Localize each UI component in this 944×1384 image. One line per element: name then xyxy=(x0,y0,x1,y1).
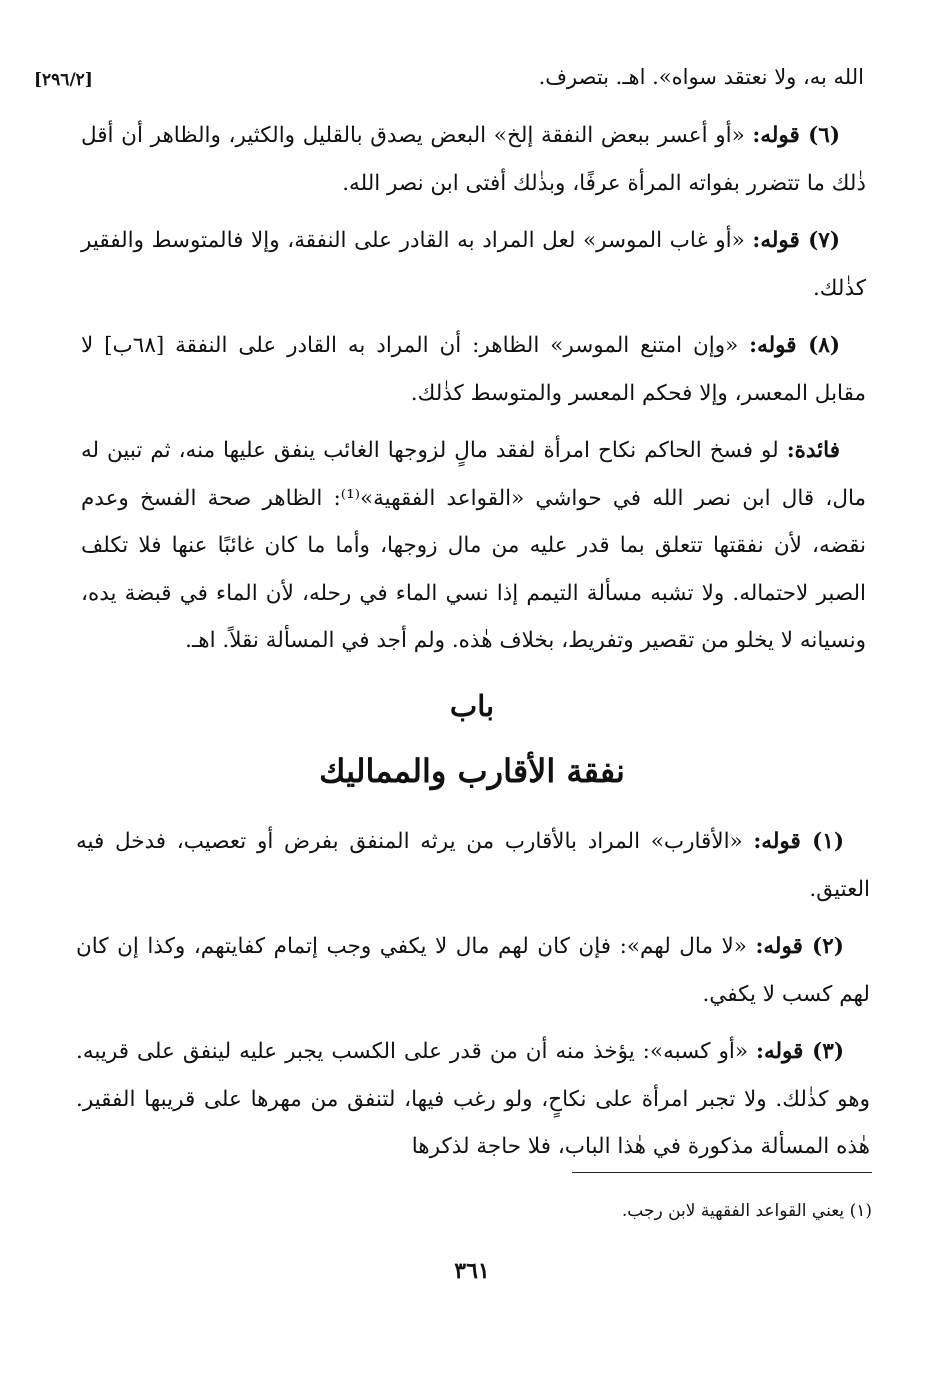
note-label: (٣) قوله: xyxy=(756,1039,844,1064)
footnote-marker: (١) xyxy=(849,1201,872,1221)
note-text: «لا مال لهم»: فإن كان لهم مال لا يكفي وجب إتمام كفايتهم، وكذا إن كان لهم كسب لا يكفي. xyxy=(76,934,870,1007)
note-label: (٧) قوله: xyxy=(752,228,840,253)
commentary-block-2 xyxy=(76,818,870,1177)
note-label: (١) قوله: xyxy=(753,829,845,854)
chapter-heading xyxy=(0,682,944,800)
footnote-divider xyxy=(572,1172,872,1173)
paragraph-note-2 xyxy=(76,923,870,1018)
note-text: «أو كسبه»: يؤخذ منه أن من قدر على الكسب يجبر عليه لينفق على قريبه. وهو كذٰلك. ولا تجبر امرأة على نكاحٍ، ولو رغب فيها، لتنفق من مهرها على قريبها الفقير. هٰذه المسألة مذكورة في هٰذا الباب، فلا حاجة لذكرها xyxy=(76,1039,870,1159)
footnote-text: يعني القواعد الفقهية لابن رجب. xyxy=(621,1201,845,1221)
note-text: «الأقارب» المراد بالأقارب من يرثه المنفق بفرض أو تعصيب، فدخل فيه العتيق. xyxy=(76,829,870,902)
continuation-line: الله به، ولا نعتقد سواه». اهـ. بتصرف. xyxy=(538,65,864,89)
footnote xyxy=(272,1196,872,1226)
note-label: فائدة: xyxy=(786,438,840,463)
note-label: (٢) قوله: xyxy=(755,934,844,959)
note-text: لو فسخ الحاكم نكاح امرأة لفقد مالٍ لزوجها الغائب ينفق عليها منه، ثم تبين له مال، قال ابن نصر الله في حواشي «القواعد الفقهية»⁽¹⁾: الظاهر صحة الفسخ وعدم نقضه، لأن نفقتها تتعلق بما قدر عليه من مال زوجها، وأما ما كان غائبًا عنها فلا تكلف الصبر لاحتماله. ولا تشبه مسألة التيمم إذا نسي الماء في رحله، لأن الماء في قبضة يده، ونسيانه لا يخلو من تقصير وتفريط، بخلاف هٰذه. ولم أجد في المسألة نقلاً. اهـ. xyxy=(81,438,867,653)
note-label: (٨) قوله: xyxy=(749,333,840,358)
paragraph-note-7 xyxy=(81,217,866,312)
note-text: «أو غاب الموسر» لعل المراد به القادر على النفقة، وإلا فالمتوسط والفقير كذٰلك. xyxy=(81,228,866,301)
paragraph-note-1 xyxy=(76,818,870,913)
commentary-block-1 xyxy=(81,112,866,671)
note-label: (٦) قوله: xyxy=(752,123,841,148)
paragraph-benefit xyxy=(81,427,866,665)
page-number: ٣٦١ xyxy=(454,1258,490,1284)
paragraph-note-8 xyxy=(81,322,866,417)
paragraph-note-6 xyxy=(81,112,866,207)
chapter-label: باب xyxy=(449,689,495,723)
note-text: «وإن امتنع الموسر» الظاهر: أن المراد به القادر على النفقة [٦٨ب] لا مقابل المعسر، وإلا فحكم المعسر والمتوسط كذٰلك. xyxy=(81,333,866,406)
paragraph-note-3 xyxy=(76,1028,870,1171)
note-text: «أو أعسر ببعض النفقة إلخ» البعض يصدق بالقليل والكثير، والظاهر أن أقل ذٰلك ما تتضرر بفواته المرأة عرفًا، وبذٰلك أفتى ابن نصر الله. xyxy=(81,123,866,196)
chapter-title: نفقة الأقارب والمماليك xyxy=(319,752,625,790)
page-reference: [٢٩٦/٢] xyxy=(34,70,93,90)
